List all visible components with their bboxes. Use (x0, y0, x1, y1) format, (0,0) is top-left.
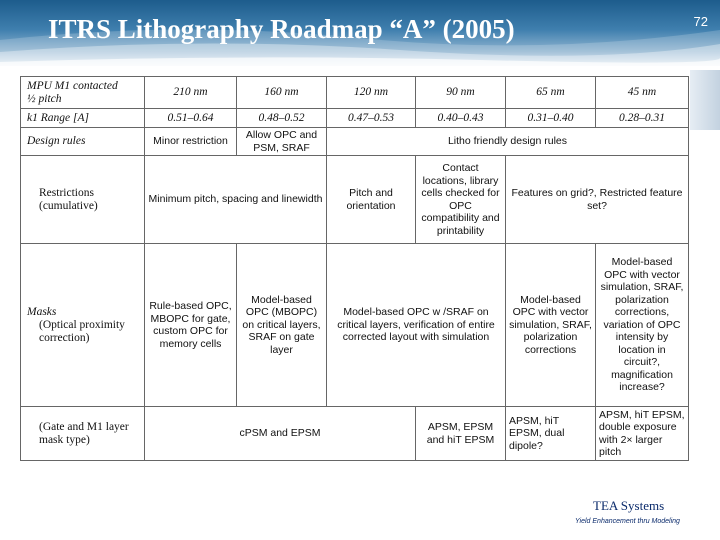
roadmap-table (20, 76, 688, 460)
footer-brand: TEA Systems (593, 498, 665, 513)
cell-mpu-160: 160 nm (237, 77, 327, 109)
table-row-mpu-pitch (21, 77, 689, 109)
cell-k1-5: 0.31–0.40 (506, 109, 596, 128)
cell-mpu-210: 210 nm (145, 77, 237, 109)
cell-masks-vector: Model-based OPC with vector simulation, SRAF, polarization corrections (506, 244, 596, 407)
row-label-k1: k1 Range [A] (21, 109, 145, 128)
cell-k1-6: 0.28–0.31 (596, 109, 689, 128)
cell-apsm-double-exposure: APSM, hiT EPSM, double exposure with 2× larger pitch (596, 407, 689, 461)
cell-masks-vector-magnification: Model-based OPC with vector simulation, SRAF, polarization corrections, variation of OPC intensity by location in circuit?, magnification increase? (596, 244, 689, 407)
cell-apsm-dual-dipole: APSM, hiT EPSM, dual dipole? (506, 407, 596, 461)
cell-k1-4: 0.40–0.43 (416, 109, 506, 128)
slide-title: ITRS Lithography Roadmap “A” (2005) (48, 14, 515, 44)
table-row-restrictions (21, 156, 689, 244)
footer-tagline: Yield Enhancement thru Modeling (575, 518, 680, 525)
cell-apsm-hit-epsm: APSM, EPSM and hiT EPSM (416, 407, 506, 461)
cell-k1-1: 0.51–0.64 (145, 109, 237, 128)
table-row-masks (21, 244, 689, 407)
slide-header (0, 0, 720, 66)
cell-mpu-120: 120 nm (327, 77, 416, 109)
cell-mpu-90: 90 nm (416, 77, 506, 109)
cell-pitch-orientation: Pitch and orientation (327, 156, 416, 244)
table-row-mask-type (21, 407, 689, 461)
cell-features-grid: Features on grid?, Restricted feature set? (506, 156, 689, 244)
cell-contact-locations: Contact locations, library cells checked for OPC compatibility and printability (416, 156, 506, 244)
side-decoration (690, 70, 720, 130)
cell-cpsm-epsm: cPSM and EPSM (145, 407, 416, 461)
row-label-design-rules: Design rules (21, 128, 145, 156)
cell-masks-sraf: Model-based OPC w /SRAF on critical layers, verification of entire corrected layout with simulation (327, 244, 506, 407)
cell-k1-3: 0.47–0.53 (327, 109, 416, 128)
cell-min-pitch: Minimum pitch, spacing and linewidth (145, 156, 327, 244)
cell-k1-2: 0.48–0.52 (237, 109, 327, 128)
cell-litho-friendly: Litho friendly design rules (327, 128, 689, 156)
cell-masks-model-based: Model-based OPC (MBOPC) on critical layers, SRAF on gate layer (237, 244, 327, 407)
row-label-mpu-pitch: MPU M1 contacted ½ pitch (21, 77, 145, 109)
row-label-mask-type: (Gate and M1 layer mask type) (21, 407, 145, 461)
cell-allow-opc: Allow OPC and PSM, SRAF (237, 128, 327, 156)
cell-masks-rule-based: Rule-based OPC, MBOPC for gate, custom OPC for memory cells (145, 244, 237, 407)
page-number: 72 (693, 14, 708, 29)
cell-mpu-45: 45 nm (596, 77, 689, 109)
row-label-masks: Masks (Optical proximity correction) (21, 244, 145, 407)
cell-mpu-65: 65 nm (506, 77, 596, 109)
row-label-restrictions: Restrictions (cumulative) (21, 156, 145, 244)
cell-minor-restriction: Minor restriction (145, 128, 237, 156)
table-row-k1 (21, 109, 689, 128)
table-row-design-rules (21, 128, 689, 156)
